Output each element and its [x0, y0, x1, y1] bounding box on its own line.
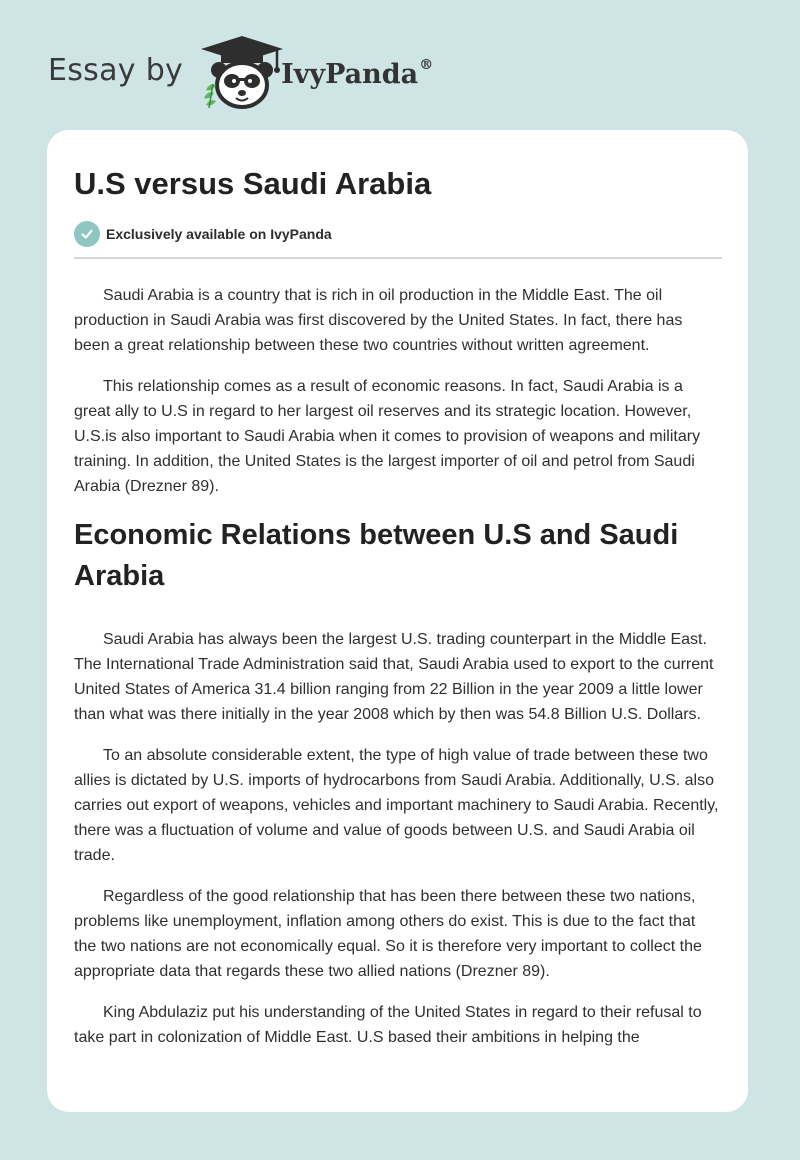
panda-graduate-logo-icon	[197, 34, 287, 110]
paragraph: Saudi Arabia is a country that is rich in oil production in the Middle East. The oil production in Saudi Arabia was first discovered by the United States. In fact, there has been a great relationship between these two countries without written agreement.	[74, 287, 683, 354]
paragraph: To an absolute considerable extent, the type of high value of trade between these two allies is dictated by U.S. imports of hydrocarbons from Saudi Arabia. Additionally, U.S. also carries out export of weapons, vehicles and important machinery to Saudi Arabia. Recently, there was a fluctuation of volume and value of goods between U.S. and Saudi Arabia oil trade.	[74, 747, 719, 864]
essay-by-label: Essay by	[48, 52, 184, 88]
paragraph: King Abdulaziz put his understanding of the United States in regard to their refusal to take part in colonization of Middle East. U.S based their ambitions in helping the	[74, 1004, 702, 1046]
title-divider	[74, 257, 722, 259]
paragraph: Regardless of the good relationship that has been there between these two nations, problems like unemployment, inflation among others do exist. This is due to the fact that the two nations are not economically equal. So it is therefore very important to collect the appropriate data that regards these two allied nations (Drezner 89).	[74, 888, 702, 980]
essay-body	[74, 283, 722, 1050]
paragraph: Saudi Arabia has always been the largest U.S. trading counterpart in the Middle East. The International Trade Administration said that, Saudi Arabia used to export to the current United States of America 31.4 billion ranging from 22 Billion in the year 2009 a little lower than what was there initially in the year 2008 which by then was 54.8 Billion U.S. Dollars.	[74, 631, 714, 723]
essay-title: U.S versus Saudi Arabia	[74, 166, 432, 201]
essay-card	[47, 130, 748, 1112]
exclusive-badge-label: Exclusively available on IvyPanda	[106, 226, 332, 242]
registered-mark: ®	[419, 56, 434, 73]
site-header	[48, 34, 433, 110]
exclusive-badge	[74, 221, 722, 247]
check-circle-icon	[74, 221, 100, 247]
section-heading: Economic Relations between U.S and Saudi Arabia	[74, 519, 679, 592]
ivypanda-brand-name[interactable]: IvyPanda®	[281, 56, 434, 90]
paragraph: This relationship comes as a result of economic reasons. In fact, Saudi Arabia is a great ally to U.S in regard to her largest oil reserves and its strategic location. However, U.S.is also important to Saudi Arabia when it comes to provision of weapons and military training. In addition, the United States is the largest importer of oil and petrol from Saudi Arabia (Drezner 89).	[74, 378, 701, 495]
